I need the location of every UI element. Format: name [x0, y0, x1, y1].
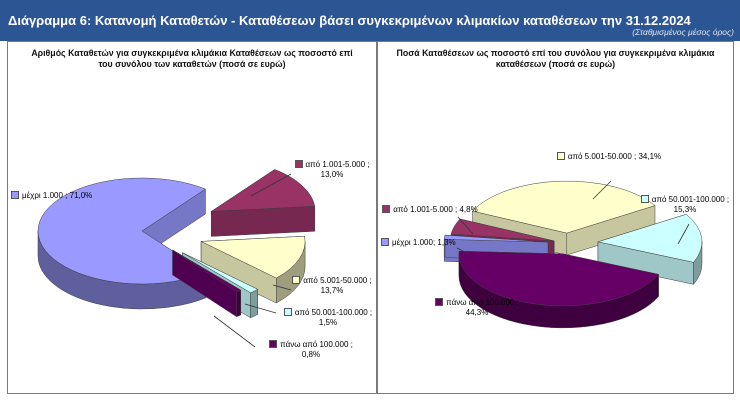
leader-line	[214, 316, 255, 347]
legend-marker-icon	[382, 205, 390, 213]
data-label-over-100000-depositors: πάνω από 100.000 ; 0,8%	[259, 340, 363, 361]
legend-marker-icon	[11, 191, 19, 199]
data-label-1001-5000-amounts: από 1.001-5.000 ; 4,8%	[381, 205, 479, 215]
data-label-1001-5000-depositors: από 1.001-5.000 ; 13,0%	[284, 160, 380, 181]
legend-marker-icon	[269, 340, 277, 348]
depositors-chart-title: Αριθμός Καταθετών για συγκεκριμένα κλιμάκια Καταθέσεων ως ποσοστό επί του συνόλου των καταθετών (ποσά σε ευρώ)	[31, 48, 353, 70]
legend-marker-icon	[284, 308, 292, 316]
page-subtitle: (Σταθμισμένος μέσος όρος)	[632, 27, 734, 37]
amounts-chart-title: Ποσά Καταθέσεων ως ποσοστό επί του συνόλου για συγκεκριμένα κλιμάκια καταθέσεων (ποσά σε ευρώ)	[396, 48, 715, 70]
legend-marker-icon	[435, 298, 443, 306]
legend-marker-icon	[557, 152, 565, 160]
data-label-5001-50000-amounts: από 5.001-50.000 ; 34,1%	[550, 152, 668, 162]
legend-marker-icon	[641, 195, 649, 203]
data-label-over-100000-amounts: πάνω από 100.000 ; 44,3%	[423, 298, 531, 319]
data-label-50001-100000-depositors: από 50.001-100.000 ; 1,5%	[278, 308, 378, 329]
legend-marker-icon	[381, 238, 389, 246]
page-title: Διάγραμμα 6: Κατανομή Καταθετών - Καταθέσεων βάσει συγκεκριμένων κλιμακίων καταθέσεων την 31.12.2024	[8, 13, 691, 28]
amounts-pie-chart	[378, 42, 733, 393]
pie-slice-rim	[237, 290, 241, 317]
title-bar	[0, 0, 740, 41]
legend-marker-icon	[295, 160, 303, 168]
pie-slice-rim	[251, 289, 258, 317]
data-label-upto-1000-depositors: μέχρι 1.000 ; 71,0%	[11, 191, 92, 201]
data-label-50001-100000-amounts: από 50.001-100.000 ; 15,3%	[636, 195, 734, 216]
depositors-chart-panel	[7, 41, 377, 394]
data-label-5001-50000-depositors: από 5.001-50.000 ; 13,7%	[287, 276, 377, 297]
amounts-chart-panel	[377, 41, 734, 394]
data-label-upto-1000-amounts: μέχρι 1.000; 1,3%	[381, 238, 456, 248]
legend-marker-icon	[292, 276, 300, 284]
